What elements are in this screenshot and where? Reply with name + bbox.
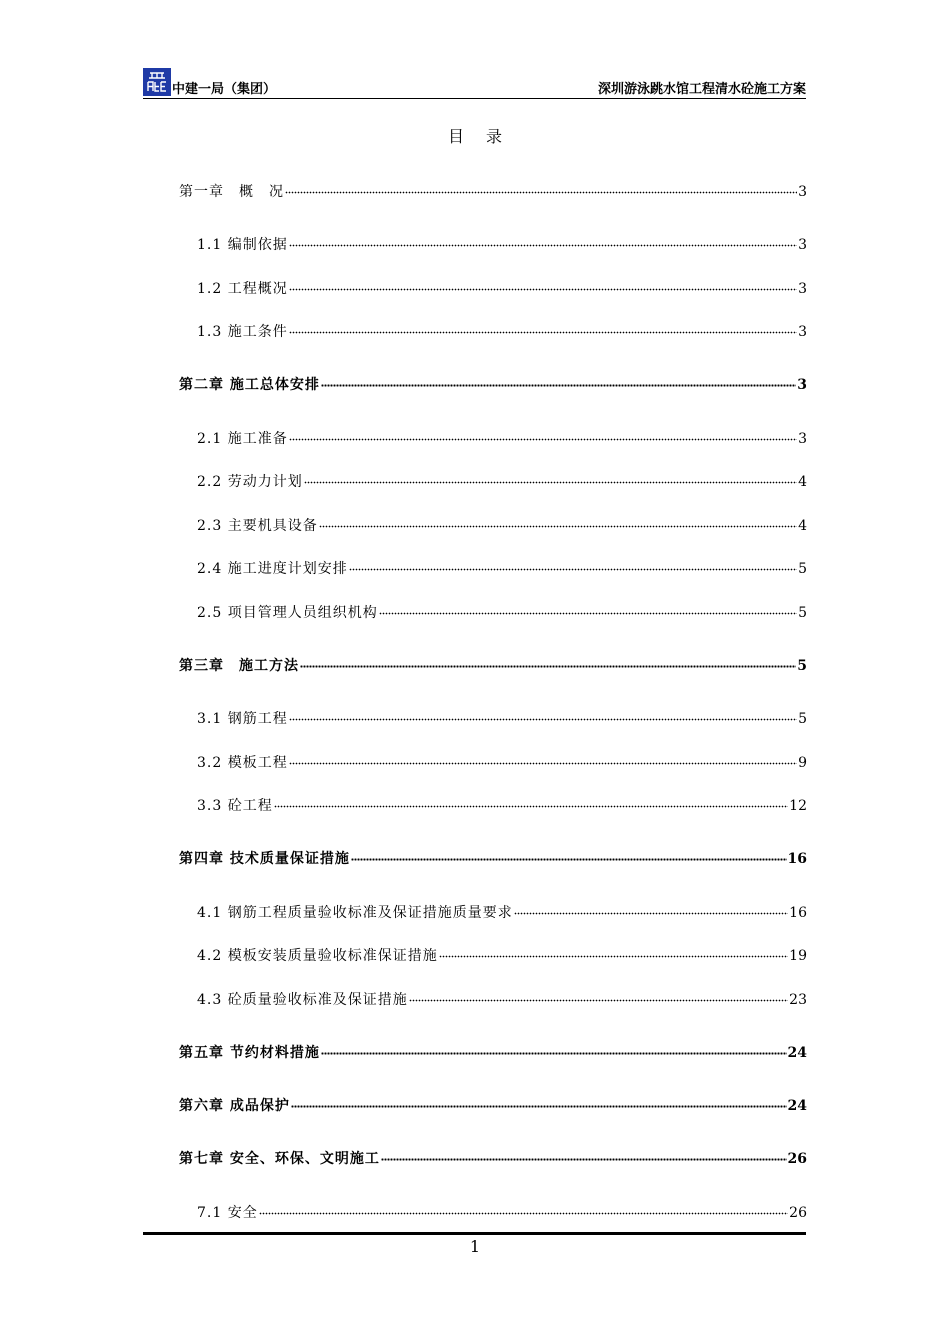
toc-entry-title: 4.2 模板安装质量验收标准保证措施 <box>197 948 438 964</box>
toc-entry-page: 23 <box>789 992 807 1008</box>
toc-entry-page: 3 <box>798 281 807 297</box>
toc-entry-title: 第三章 施工方法 <box>179 658 299 674</box>
toc-dot-leader <box>409 986 788 1004</box>
toc-section-entry[interactable] <box>197 318 807 341</box>
toc-dot-leader <box>289 705 797 723</box>
toc-entry-title: 4.1 钢筋工程质量验收标准及保证措施质量要求 <box>197 905 513 921</box>
toc-section-entry[interactable] <box>197 425 807 448</box>
toc-chapter-entry[interactable] <box>179 1039 807 1062</box>
toc-dot-leader <box>514 899 788 917</box>
toc-dot-leader <box>349 555 797 573</box>
toc-title: 目录 <box>447 127 524 146</box>
toc-entry-title: 第七章 安全、环保、文明施工 <box>179 1151 380 1167</box>
toc-dot-leader <box>379 599 797 617</box>
toc-entry-title: 2.3 主要机具设备 <box>197 518 318 534</box>
toc-entry-page: 3 <box>798 184 807 200</box>
header-document-title: 深圳游泳跳水馆工程清水砼施工方案 <box>597 82 806 97</box>
toc-dot-leader <box>289 318 797 336</box>
toc-dot-leader <box>439 942 788 960</box>
toc-entry-page: 5 <box>798 605 807 621</box>
toc-entry-title: 第五章 节约材料措施 <box>179 1045 320 1061</box>
toc-entry-page: 9 <box>798 755 807 771</box>
toc-chapter-entry[interactable] <box>179 652 807 675</box>
toc-entry-title: 第二章 施工总体安排 <box>179 377 320 393</box>
toc-entry-title: 7.1 安全 <box>197 1205 258 1221</box>
toc-section-entry[interactable] <box>197 1199 807 1222</box>
toc-entry-title: 1.1 编制依据 <box>197 237 288 253</box>
toc-entry-page: 16 <box>787 851 807 867</box>
toc-entry-title: 第四章 技术质量保证措施 <box>179 851 350 867</box>
toc-dot-leader <box>321 371 796 389</box>
toc-section-entry[interactable] <box>197 942 807 965</box>
toc-dot-leader <box>291 1092 787 1110</box>
toc-section-entry[interactable] <box>197 749 807 772</box>
toc-entry-title: 1.2 工程概况 <box>197 281 288 297</box>
page-number: 1 <box>469 1237 481 1256</box>
toc-section-entry[interactable] <box>197 792 807 815</box>
toc-section-entry[interactable] <box>197 231 807 254</box>
toc-entry-title: 2.5 项目管理人员组织机构 <box>197 605 378 621</box>
toc-entry-page: 3 <box>798 237 807 253</box>
toc-dot-leader <box>351 845 787 863</box>
toc-entry-title: 第一章 概 况 <box>179 184 284 200</box>
toc-entry-page: 16 <box>789 905 807 921</box>
toc-entry-page: 5 <box>797 658 807 674</box>
toc-entry-page: 3 <box>798 324 807 340</box>
toc-dot-leader <box>319 512 797 530</box>
toc-entry-page: 24 <box>787 1045 807 1061</box>
toc-entry-title: 2.2 劳动力计划 <box>197 474 303 490</box>
toc-chapter-entry[interactable] <box>179 845 807 868</box>
toc-section-entry[interactable] <box>197 899 807 922</box>
toc-dot-leader <box>289 425 797 443</box>
toc-dot-leader <box>289 275 797 293</box>
toc-dot-leader <box>300 652 796 670</box>
toc-entry-page: 24 <box>787 1098 807 1114</box>
toc-dot-leader <box>381 1145 787 1163</box>
toc-section-entry[interactable] <box>197 468 807 491</box>
toc-chapter-entry[interactable] <box>179 1092 807 1115</box>
toc-entry-page: 5 <box>798 711 807 727</box>
toc-entry-title: 1.3 施工条件 <box>197 324 288 340</box>
toc-entry-page: 26 <box>789 1205 807 1221</box>
toc-entry-title: 3.2 模板工程 <box>197 755 288 771</box>
footer-rule <box>143 1232 806 1235</box>
toc-entry-page: 4 <box>798 518 807 534</box>
toc-section-entry[interactable] <box>197 512 807 535</box>
header-company-name: 中建一局（集团） <box>172 82 277 97</box>
toc-entry-title: 第六章 成品保护 <box>179 1098 290 1114</box>
toc-entry-page: 3 <box>797 377 807 393</box>
toc-dot-leader <box>289 231 797 249</box>
toc-entry-page: 4 <box>798 474 807 490</box>
toc-section-entry[interactable] <box>197 705 807 728</box>
toc-entry-title: 2.4 施工进度计划安排 <box>197 561 348 577</box>
toc-entry-page: 3 <box>798 431 807 447</box>
toc-chapter-entry[interactable] <box>179 371 807 394</box>
toc-entry-page: 26 <box>787 1151 807 1167</box>
toc-entry-title: 3.1 钢筋工程 <box>197 711 288 727</box>
toc-dot-leader <box>285 178 797 196</box>
toc-entry-title: 4.3 砼质量验收标准及保证措施 <box>197 992 408 1008</box>
toc-entry-page: 5 <box>798 561 807 577</box>
toc-section-entry[interactable] <box>197 555 807 578</box>
toc-entry-page: 19 <box>789 948 807 964</box>
toc-entry-page: 12 <box>789 798 807 814</box>
toc-entry-title: 2.1 施工准备 <box>197 431 288 447</box>
toc-dot-leader <box>259 1199 788 1217</box>
toc-section-entry[interactable] <box>197 599 807 622</box>
toc-section-entry[interactable] <box>197 986 807 1009</box>
toc-dot-leader <box>274 792 788 810</box>
toc-section-entry[interactable] <box>197 275 807 298</box>
toc-chapter-entry[interactable] <box>179 1145 807 1168</box>
toc-entry-title: 3.3 砼工程 <box>197 798 273 814</box>
toc-chapter-entry[interactable] <box>179 178 807 201</box>
toc-dot-leader <box>304 468 797 486</box>
toc-dot-leader <box>289 749 797 767</box>
toc-dot-leader <box>321 1039 787 1057</box>
